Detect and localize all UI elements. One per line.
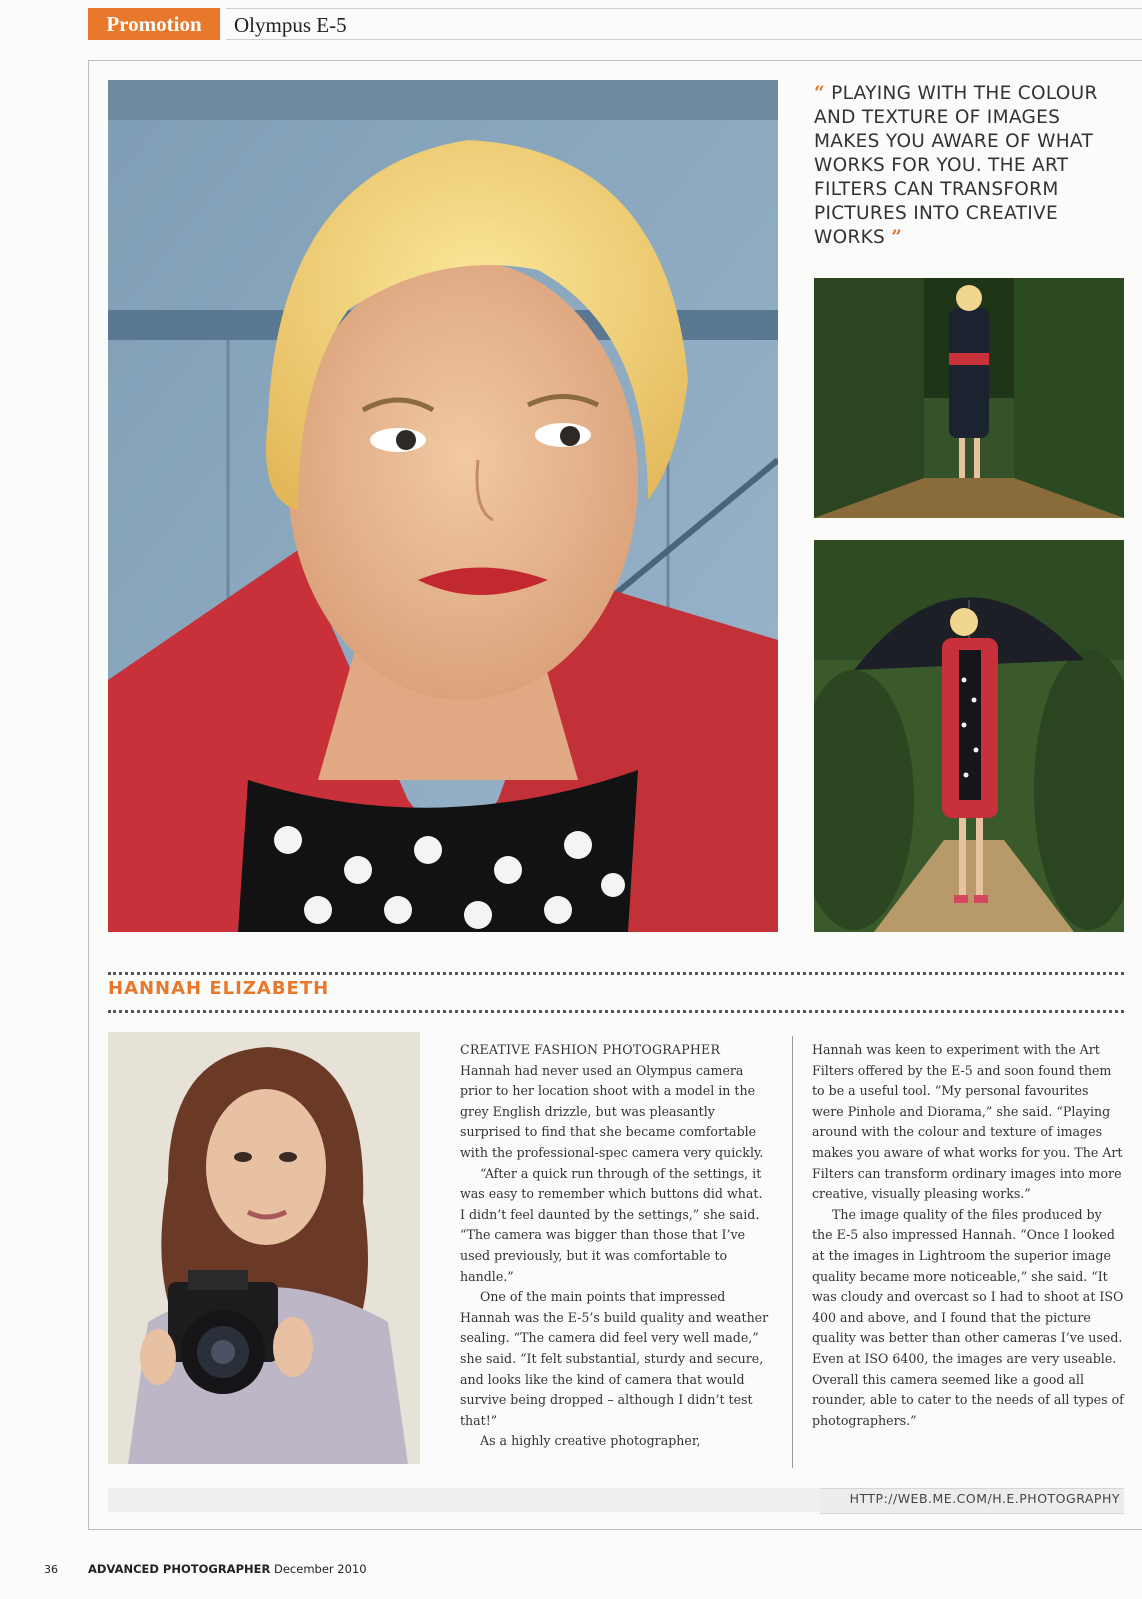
article-paragraph: As a highly creative photographer, [480,1433,701,1449]
article-paragraph: “After a quick run through of the settings, it was easy to remember which buttons did what. I didn’t feel daunted by the settings,” she said. “The camera was bigger than those that I’ve used previously, but it was comfortable to handle.” [460,1165,763,1284]
publication-name: ADVANCED PHOTOGRAPHER [88,1562,271,1576]
quote-open-mark: “ [814,83,825,104]
article-paragraph: One of the main points that impressed Hannah was the E-5’s build quality and weather sealing. “The camera did feel very well made,” she said. “It felt substantial, sturdy and secure, and looks like the kind of camera that would survive being dropped – although I didn’t test that!” [460,1289,769,1428]
umbrella-photo [814,540,1124,932]
hedge-walkway-photo [814,278,1124,518]
column-divider [792,1036,793,1468]
article-paragraph: Hannah had never used an Olympus camera prior to her location shoot with a model in the grey English drizzle, but was pleasantly surprised to find that she became comfortable with the professional-spec camera very quickly. [460,1062,764,1160]
footer-band [108,1488,820,1512]
article-subhead: CREATIVE FASHION PHOTOGRAPHER [460,1042,721,1057]
issue-date: December 2010 [274,1562,367,1576]
promotion-tag: Promotion [88,8,220,40]
section-divider-bottom [108,1010,1124,1013]
quote-close-mark: ” [891,227,903,248]
photographer-portrait-photo [108,1032,420,1464]
publication-folio [88,1562,367,1576]
page-header-title: Olympus E-5 [226,8,1142,40]
article-column-1 [460,1040,770,1452]
photographer-website-link[interactable]: HTTP://WEB.ME.COM/H.E.PHOTOGRAPHY [849,1491,1120,1506]
article-column-2 [812,1040,1124,1431]
photographer-name: HANNAH ELIZABETH [108,978,330,999]
article-paragraph: Hannah was keen to experiment with the Art Filters offered by the E-5 and soon found them to be a useful tool. “My personal favourites were Pinhole and Diorama,” she said. “Playing around with the colour and texture of images makes you aware of what works for you. The Art Filters can transform ordinary images into more creative, visually pleasing works.” [812,1042,1123,1202]
pull-quote [814,82,1114,250]
main-portrait-photo [108,80,778,932]
article-paragraph: The image quality of the files produced by the E-5 also impressed Hannah. “Once I looked at the images in Lightroom the superior image quality became more noticeable,” she said. “It was cloudy and overcast so I had to shoot at ISO 400 and above, and I found that the picture quality was better than other cameras I’ve used. Even at ISO 6400, the images are very useable. Overall this camera seemed like a good all rounder, able to cater to the needs of all types of photographers.” [812,1206,1124,1428]
section-divider-top [108,972,1124,975]
pull-quote-text: PLAYING WITH THE COLOUR AND TEXTURE OF IMAGES MAKES YOU AWARE OF WHAT WORKS FOR YOU. THE ART FILTERS CAN TRANSFORM PICTURES INTO CREATIVE WORKS [814,83,1098,248]
page-number: 36 [44,1563,58,1576]
